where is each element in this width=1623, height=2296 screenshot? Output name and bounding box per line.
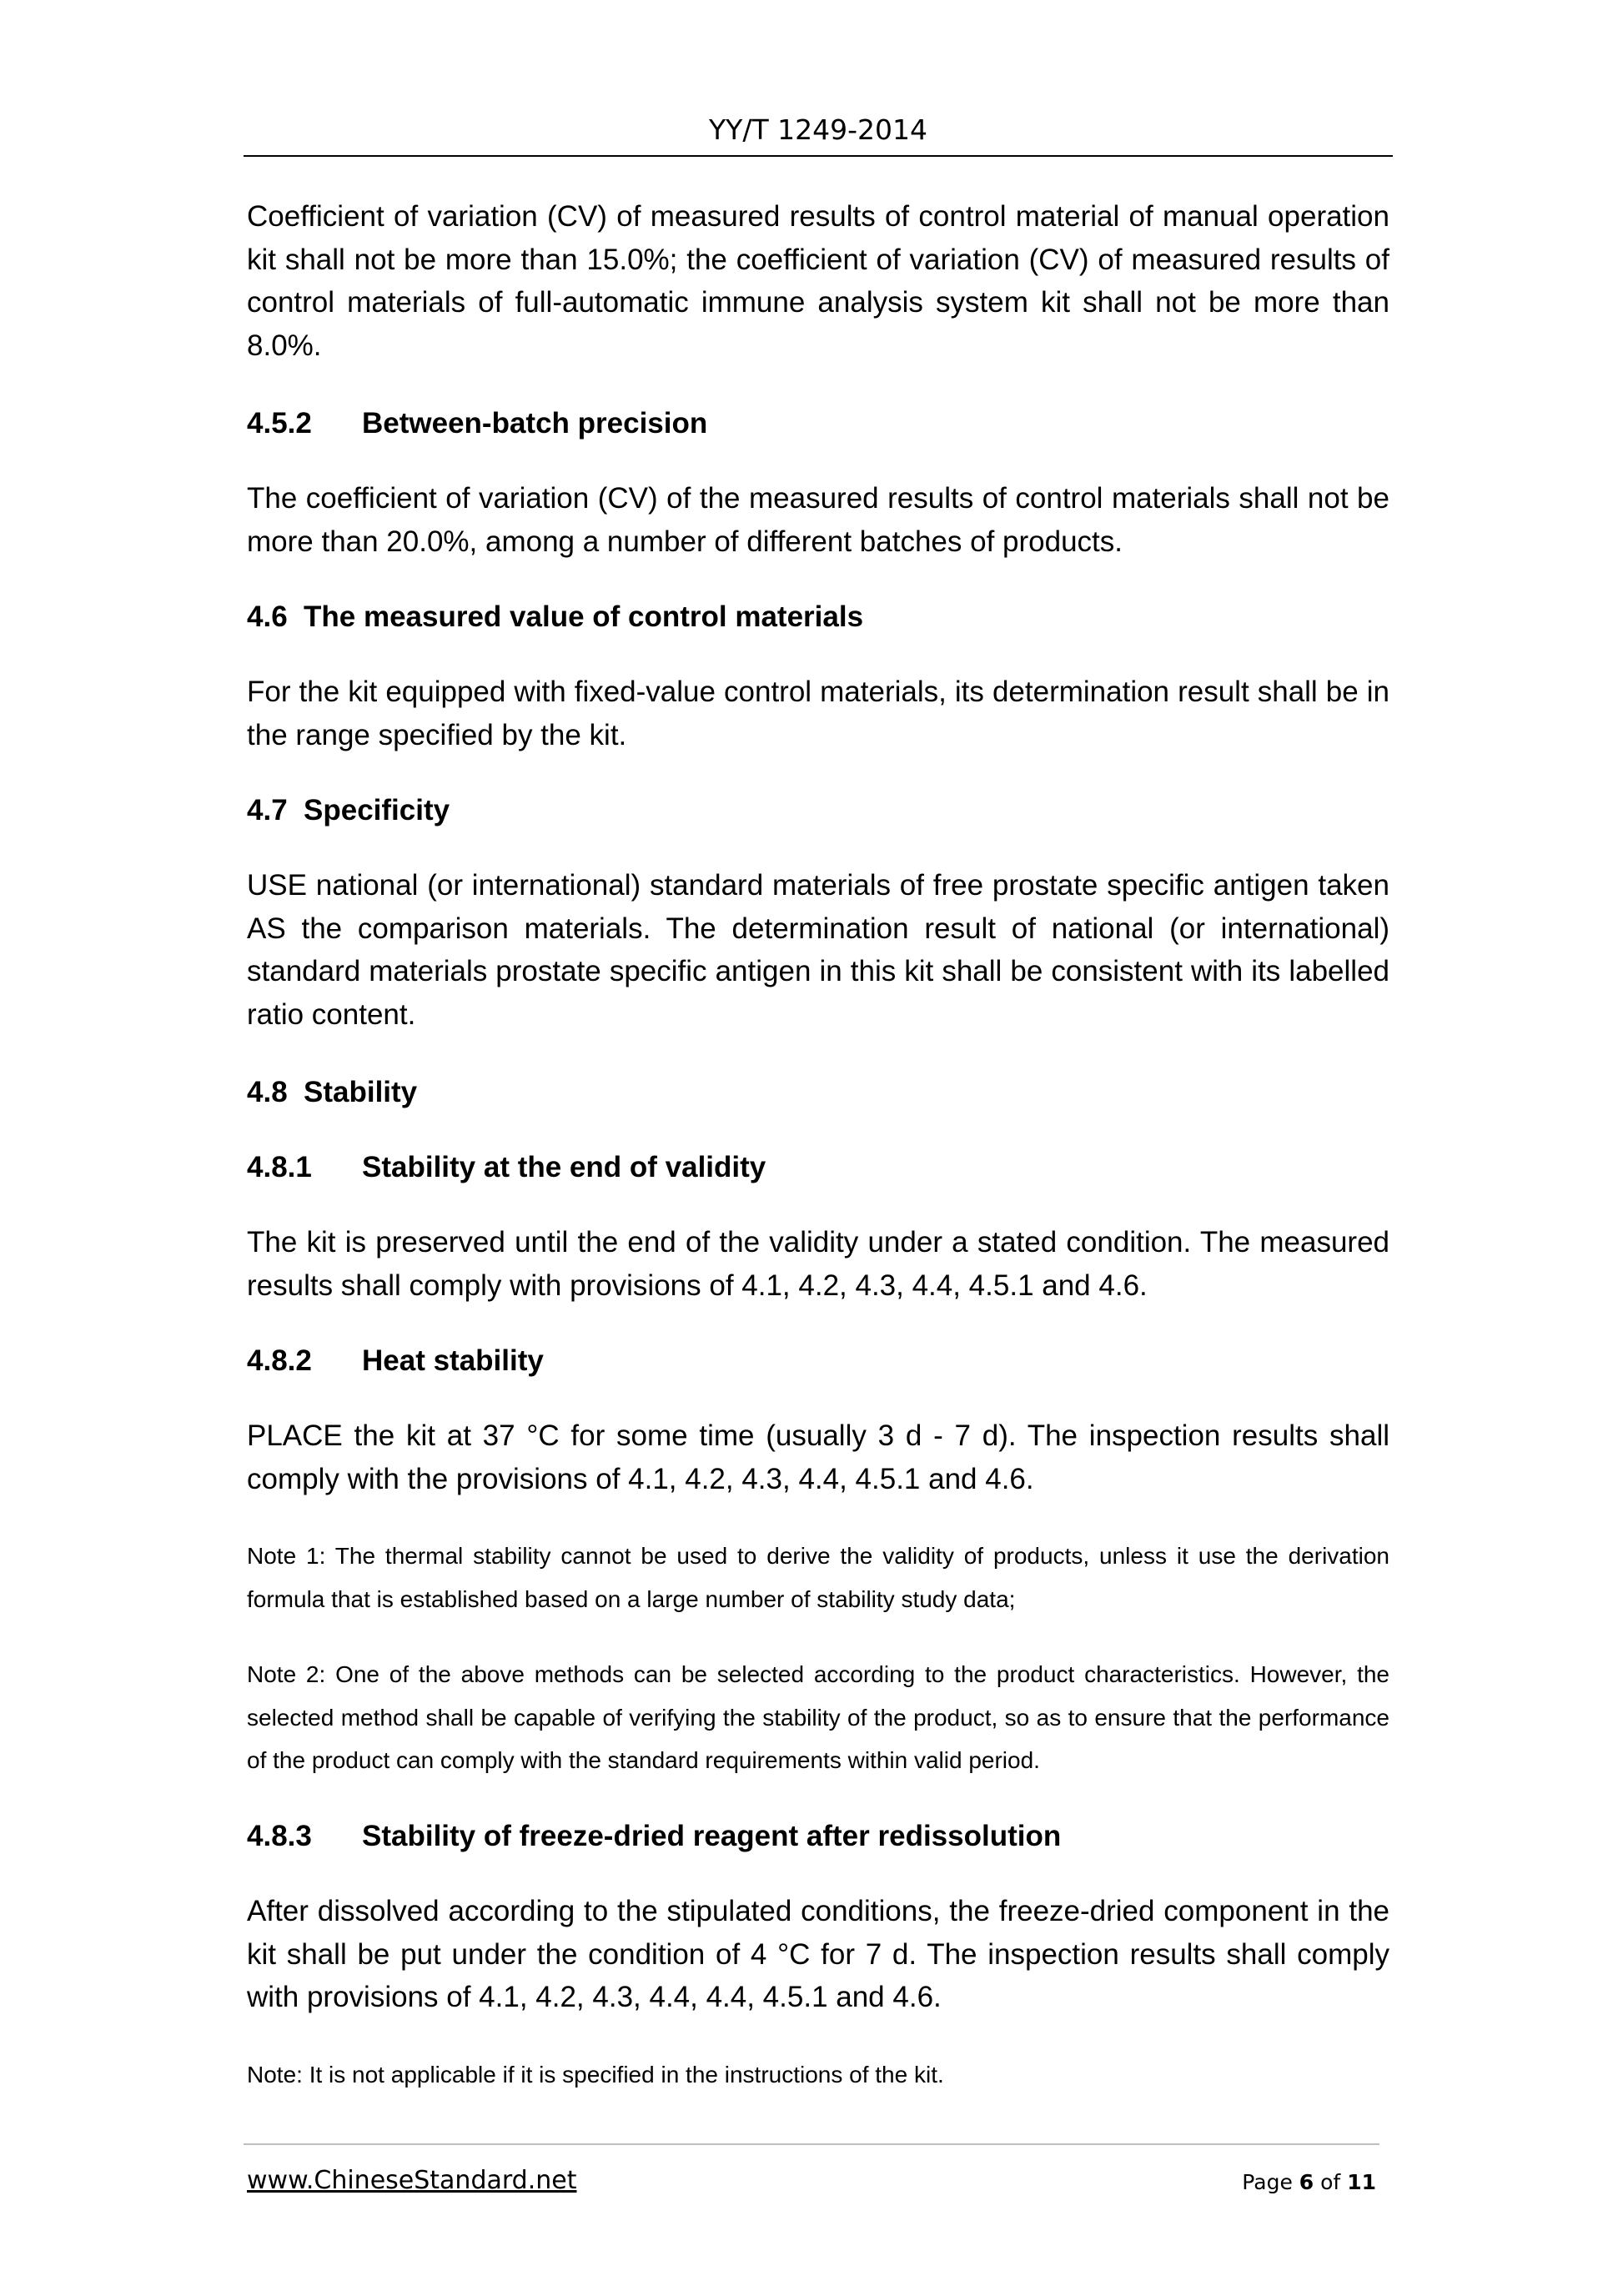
heading-title: Between-batch precision xyxy=(362,407,708,440)
heading-title: Stability at the end of validity xyxy=(362,1151,766,1183)
heading-title: Stability xyxy=(304,1076,418,1108)
heading-4-7 xyxy=(247,789,1389,832)
heading-title: Heat stability xyxy=(362,1344,544,1377)
header-rule xyxy=(244,155,1393,157)
heading-number: 4.8 xyxy=(247,1076,288,1108)
page-number xyxy=(1242,2168,1376,2197)
heading-number: 4.8.3 xyxy=(247,1820,312,1852)
paragraph-4-8-3 xyxy=(247,1890,1389,2019)
footer-rule xyxy=(244,2143,1379,2145)
paragraph-4-8-2 xyxy=(247,1414,1389,1500)
paragraph-text: Coefficient of variation (CV) of measured results of control material of manual operation kit shall not be more than 15.0%; the coefficient of variation (CV) of measured results of control materials of full-automatic immune analysis system kit shall not be more than 8.0%. xyxy=(247,200,1389,362)
header-title: YY/T 1249-2014 xyxy=(709,113,927,146)
heading-number: 4.7 xyxy=(247,794,288,826)
paragraph-4-5-2 xyxy=(247,477,1389,563)
note-text: Note 2: One of the above methods can be selected according to the product characteristics. However, the selected method shall be capable of verifying the stability of the product, so as to ensure that the performance of the product can comply with the standard requirements within valid period. xyxy=(247,1661,1389,1773)
heading-title: Stability of freeze-dried reagent after redissolution xyxy=(362,1820,1062,1852)
page-total: 11 xyxy=(1347,2170,1376,2194)
page-prefix: Page xyxy=(1242,2170,1293,2194)
heading-4-6 xyxy=(247,595,1389,639)
paragraph-text: The kit is preserved until the end of the validity under a stated condition. The measured results shall comply with provisions of 4.1, 4.2, 4.3, 4.4, 4.5.1 and 4.6. xyxy=(247,1226,1389,1302)
paragraph-text: For the kit equipped with fixed-value control materials, its determination result shall be in the range specified by the kit. xyxy=(247,676,1389,751)
paragraph-text: PLACE the kit at 37 °C for some time (usually 3 d - 7 d). The inspection results shall comply with the provisions of 4.1, 4.2, 4.3, 4.4, 4.5.1 and 4.6. xyxy=(247,1419,1389,1495)
note-3 xyxy=(247,2053,1389,2097)
paragraph-text: The coefficient of variation (CV) of the measured results of control materials shall not be more than 20.0%, among a number of different batches of products. xyxy=(247,482,1389,558)
page-current: 6 xyxy=(1299,2170,1314,2194)
heading-4-8 xyxy=(247,1071,1389,1114)
heading-4-8-3 xyxy=(247,1815,1389,1858)
heading-4-5-2 xyxy=(247,402,1389,445)
paragraph-4-6 xyxy=(247,671,1389,756)
paragraph-4-8-1 xyxy=(247,1221,1389,1307)
note-1 xyxy=(247,1535,1389,1620)
heading-4-8-2 xyxy=(247,1339,1389,1383)
paragraph-cv-within-batch xyxy=(247,195,1389,367)
heading-title: The measured value of control materials xyxy=(304,600,864,633)
heading-number: 4.8.2 xyxy=(247,1344,312,1377)
heading-title: Specificity xyxy=(304,794,450,826)
note-text: Note: It is not applicable if it is specified in the instructions of the kit. xyxy=(247,2062,944,2088)
note-2 xyxy=(247,1653,1389,1782)
paragraph-text: USE national (or international) standard materials of free prostate specific antigen taken AS the comparison materials. The determination result of national (or international) standard materials prostate specific antigen in this kit shall be consistent with its labelled ratio content. xyxy=(247,869,1389,1031)
paragraph-text: After dissolved according to the stipulated conditions, the freeze-dried component in the kit shall be put under the condition of 4 °C for 7 d. The inspection results shall comply with provisions of 4.1, 4.2, 4.3, 4.4, 4.4, 4.5.1 and 4.6. xyxy=(247,1895,1389,2013)
footer-website-link[interactable]: www.ChineseStandard.net xyxy=(247,2166,577,2195)
page-of: of xyxy=(1320,2170,1341,2194)
note-text: Note 1: The thermal stability cannot be used to derive the validity of products, unless it use the derivation formula that is established based on a large number of stability study data; xyxy=(247,1543,1389,1612)
heading-number: 4.5.2 xyxy=(247,407,312,440)
heading-number: 4.8.1 xyxy=(247,1151,312,1183)
heading-4-8-1 xyxy=(247,1146,1389,1189)
heading-number: 4.6 xyxy=(247,600,288,633)
paragraph-4-7 xyxy=(247,864,1389,1036)
